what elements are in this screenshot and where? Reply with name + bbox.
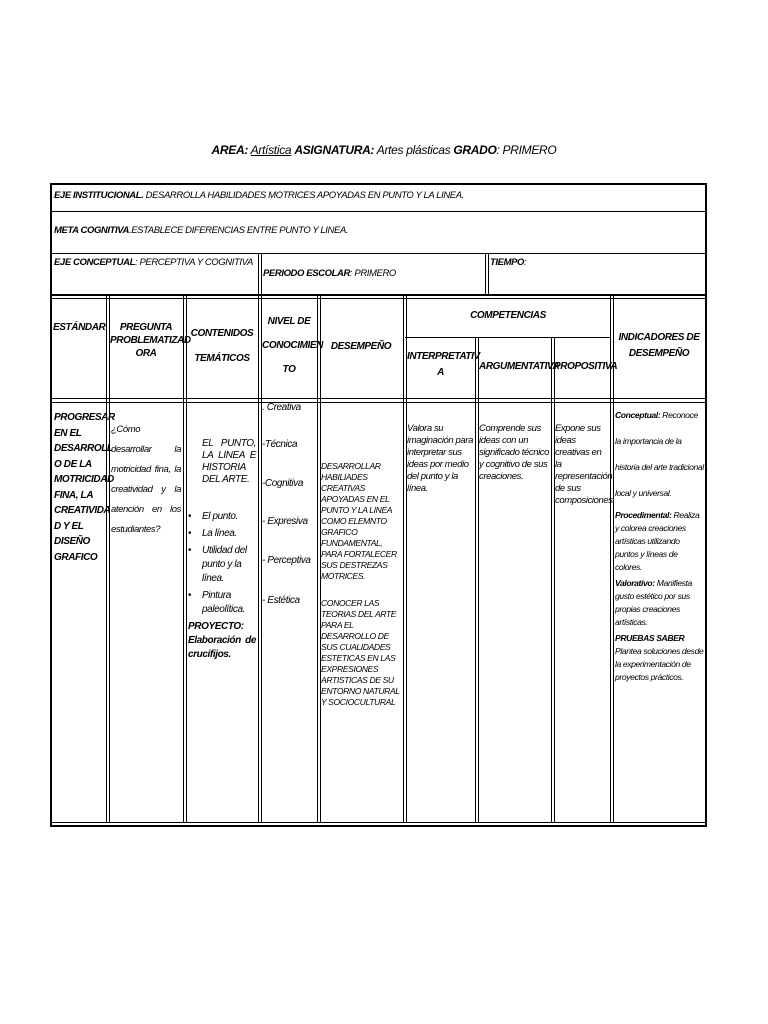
periodo-value: : PRIMERO: [349, 268, 396, 279]
header-estandar: ESTÁNDAR: [53, 322, 106, 333]
meta-cognitiva-label: META COGNITIVA: [54, 225, 129, 236]
contenidos-item: • Pintura paleolítica.: [202, 589, 256, 617]
indicador-procedimental-value: Realiza y colorea creaciones artísticas utilizando puntos y líneas de colores.: [615, 510, 700, 572]
col-divider: [183, 295, 187, 823]
indicador-valorativo-value: Manifiesta gusto estético por sus propias creaciones artísticas.: [615, 578, 692, 627]
desempeno-1: DESARROLLAR HABILIADES CREATIVAS APOYADAS EN EL PUNTO Y LA LINEA COMO ELEMNTO GRAFICO FUNDAMENTAL, PARA FORTALECER SUS DESTREZAS MOTRICES.: [321, 461, 397, 581]
indicador-procedimental: [615, 509, 705, 574]
meta-cognitiva: [54, 225, 694, 237]
eje-institucional-value: DESARROLLA HABILIDADES MOTRICES APOYADAS EN PUNTO Y LA LINEA.: [145, 190, 464, 201]
eje-institucional: [54, 190, 694, 202]
pruebas-saber-label: PRUEBAS SABER: [615, 633, 685, 643]
indicador-procedimental-label: Procedimental:: [615, 510, 672, 520]
tiempo-value: :: [524, 257, 527, 268]
contenidos-item: • El punto.: [202, 510, 256, 524]
area-value: Artística: [250, 143, 292, 157]
proyecto-label: PROYECTO:: [188, 621, 244, 632]
desempeno-2: CONOCER LAS TEORIAS DEL ARTE PARA EL DESARROLLO DE SUS CUALIDADES ESTETICAS EN LAS EXPRESIONES ARTISTICAS DE SU ENTORNO NATURAL Y SOCIOCULTURAL: [321, 598, 400, 707]
col-divider: [475, 337, 479, 823]
header-interpretativa: INTERPRETATIV A: [407, 351, 480, 378]
tiempo-label: TIEMPO: [490, 257, 525, 268]
row-divider: [51, 822, 706, 823]
nivel-item: . Creativa: [262, 402, 301, 413]
meta-cognitiva-value: .ESTABLECE DIFERENCIAS ENTRE PUNTO Y LINEA.: [128, 225, 349, 236]
grado-label: GRADO: [453, 143, 497, 157]
indicador-valorativo-label: Valorativo:: [615, 578, 655, 588]
proyecto-value: Elaboración de crucifijos.: [188, 635, 256, 660]
asignatura-value: Artes plásticas: [376, 143, 451, 157]
contenidos-list: [188, 510, 256, 617]
periodo-escolar: [263, 268, 483, 280]
row-divider: [51, 398, 706, 399]
cell-argumentativa: Comprende sus ideas con un significado técnico y cognitivo de sus creaciones.: [479, 423, 550, 482]
eje-conceptual: [54, 257, 254, 269]
cell-pregunta: ¿Cómo desarrollar la motricidad fina, la creatividad y la atención en los estudiantes?: [111, 424, 181, 535]
indicador-valorativo: [615, 577, 705, 629]
indicador-conceptual-value: Reconoce la importancia de la historia del arte tradicional local y universal.: [615, 410, 704, 498]
header-propositiva: PROPOSITIVA: [554, 361, 618, 372]
contenidos-intro: EL PUNTO, LA LINEA E HISTORIA DEL ARTE.: [202, 438, 256, 485]
col-divider: [485, 253, 489, 295]
header-desempeno: DESEMPEÑO: [330, 341, 392, 352]
header-indicadores: INDICADORES DE DESEMPEÑO: [618, 332, 700, 359]
area-label: AREA:: [211, 143, 249, 157]
document-title: [0, 143, 768, 157]
nivel-item: -Técnica: [262, 439, 298, 450]
header-competencias: COMPETENCIAS: [470, 310, 546, 321]
nivel-item: - Estética: [262, 595, 300, 606]
contenidos-item: • La línea.: [202, 527, 256, 541]
contenidos-item: • Utilidad del punto y la línea.: [202, 544, 256, 586]
row-divider: [51, 294, 706, 296]
cell-estandar: PROGRESAR EN EL DESARROLL O DE LA MOTRICIDAD FINA, LA CREATIVIDA D Y EL DISEÑO GRAFICO: [54, 412, 115, 563]
eje-institucional-label: EJE INSTITUCIONAL.: [54, 190, 144, 201]
row-divider: [51, 253, 706, 254]
col-divider: [106, 295, 110, 823]
row-divider: [51, 298, 706, 299]
pruebas-saber: [615, 632, 705, 684]
cell-indicadores: [615, 402, 705, 684]
tiempo: [490, 257, 690, 269]
nivel-item: -Cognitiva: [262, 478, 304, 489]
cell-propositiva: Expone sus ideas creativas en la representación de sus composiciones.: [555, 423, 615, 506]
cell-desempeno: [321, 461, 403, 708]
header-nivel: NIVEL DE CONOCIMIEN TO: [262, 316, 324, 375]
col-divider: [551, 337, 555, 823]
header-pregunta: PREGUNTA PROBLEMATIZAD ORA: [110, 322, 191, 359]
header-argumentativa: ARGUMENTATIVA: [479, 361, 560, 372]
eje-conceptual-label: EJE CONCEPTUAL: [54, 257, 135, 268]
cell-interpretativa: Valora su imaginación para interpretar sus ideas por medio del punto y la línea.: [407, 423, 473, 494]
grado-value: : PRIMERO: [496, 143, 557, 157]
row-divider: [51, 402, 706, 403]
pruebas-saber-value: Plantea soluciones desde la experimentación de proyectos prácticos.: [615, 646, 704, 682]
periodo-label: PERIODO ESCOLAR: [263, 268, 350, 279]
competencias-divider: [405, 337, 611, 338]
asignatura-label: ASIGNATURA:: [294, 143, 375, 157]
cell-contenidos: [188, 438, 256, 662]
header-contenidos: CONTENIDOS TEMÁTICOS: [190, 328, 254, 364]
col-divider: [258, 253, 262, 295]
indicador-conceptual-label: Conceptual:: [615, 410, 661, 420]
eje-conceptual-value: : PERCEPTIVA Y COGNITIVA: [134, 257, 253, 268]
col-divider: [610, 295, 614, 823]
nivel-item: - Expresiva: [262, 516, 308, 527]
nivel-item: - Perceptiva: [262, 555, 311, 566]
indicador-conceptual: [615, 402, 705, 506]
row-divider: [51, 211, 706, 212]
